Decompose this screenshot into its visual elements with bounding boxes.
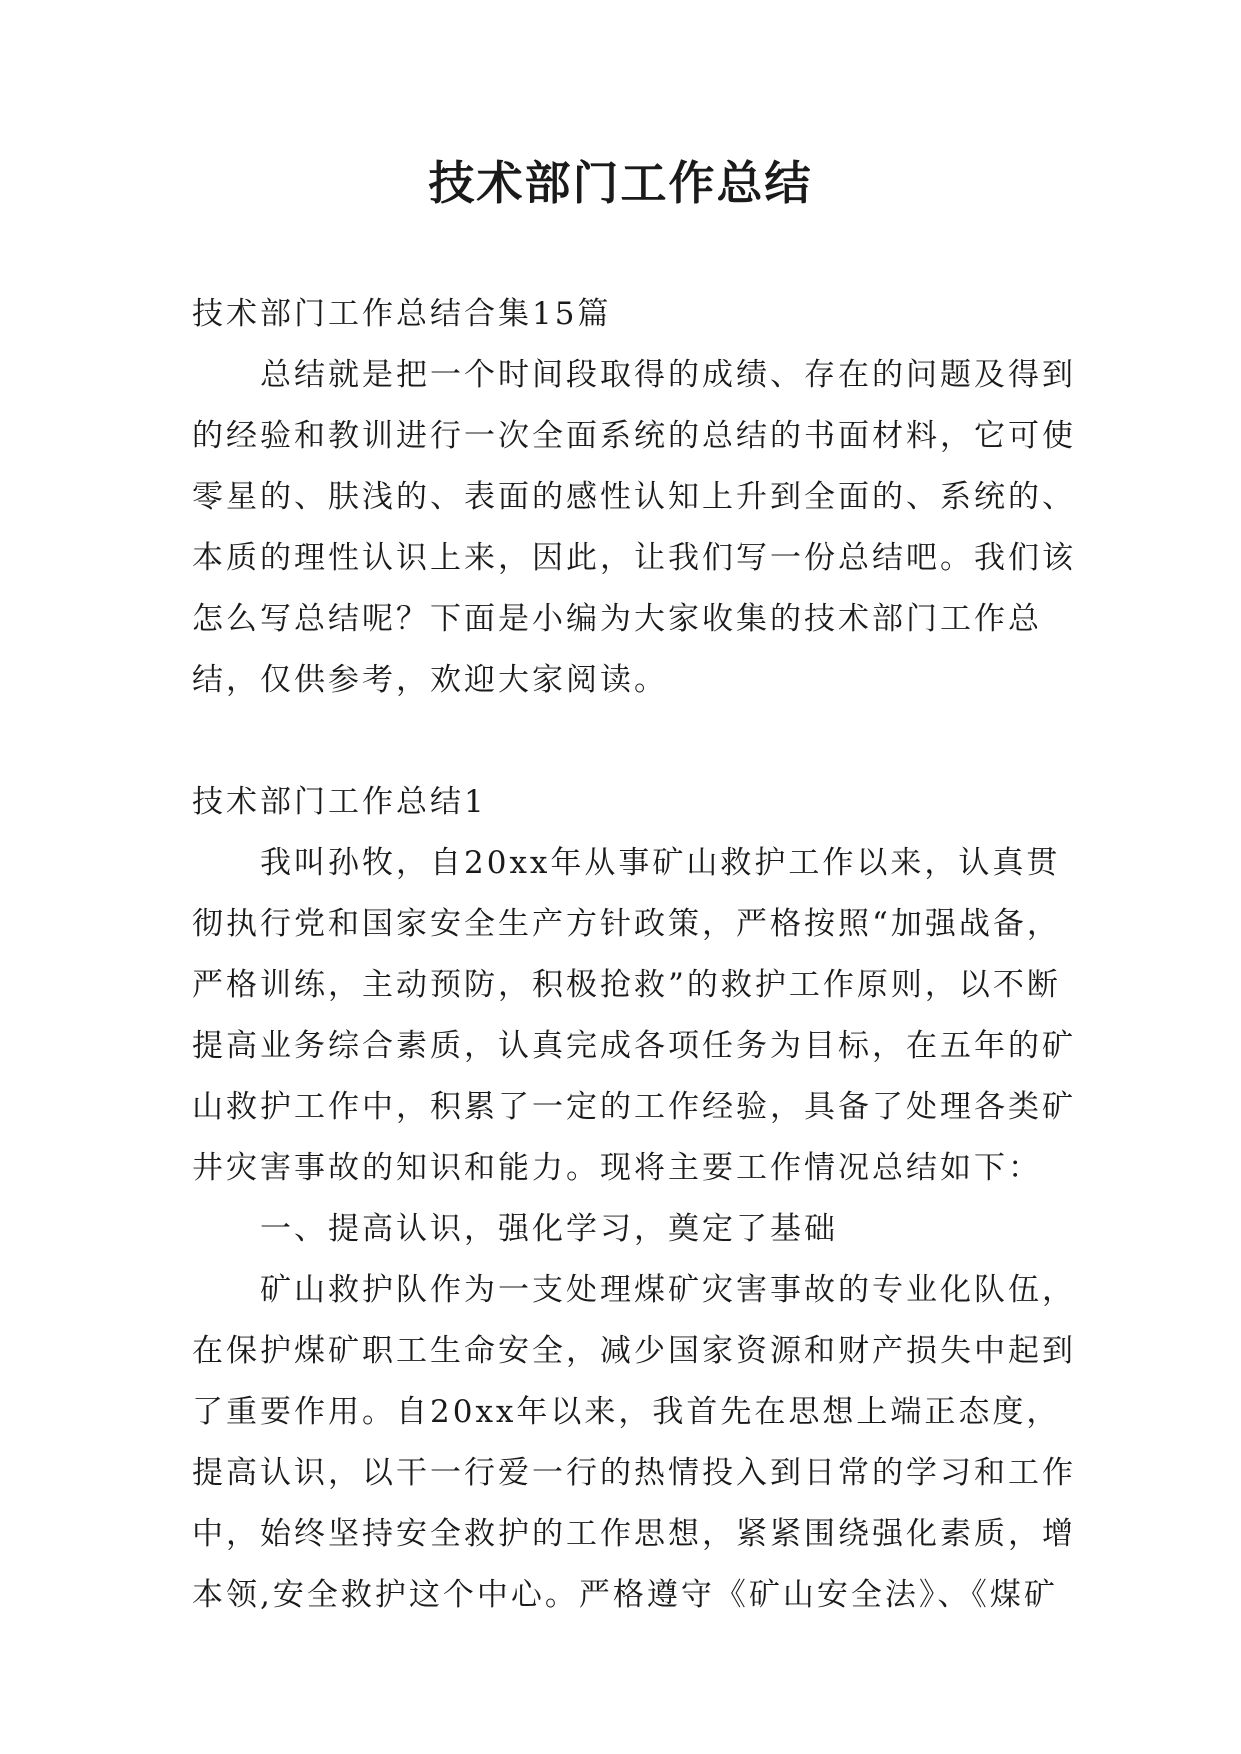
intro-paragraph-line: 的经验和教训进行一次全面系统的总结的书面材料，它可使 [192,418,1076,454]
collection-subtitle: 技术部门工作总结合集15篇 [192,296,612,332]
intro-paragraph-line: 本质的理性认识上来，因此，让我们写一份总结吧。我们该 [192,540,1076,576]
intro-paragraph-line: 总结就是把一个时间段取得的成绩、存在的问题及得到 [260,357,1076,393]
subsection-heading: 一、提高认识，强化学习，奠定了基础 [260,1211,838,1247]
body-paragraph-line: 井灾害事故的知识和能力。现将主要工作情况总结如下： [192,1150,1042,1186]
document-title: 技术部门工作总结 [428,156,813,210]
intro-paragraph-line: 零星的、肤浅的、表面的感性认知上升到全面的、系统的、 [192,479,1076,515]
section-heading: 技术部门工作总结1 [192,784,487,820]
body-paragraph-line: 在保护煤矿职工生命安全，减少国家资源和财产损失中起到 [192,1333,1076,1369]
body-paragraph-line: 我叫孙牧，自20xx年从事矿山救护工作以来，认真贯 [260,845,1061,881]
body-paragraph-line: 矿山救护队作为一支处理煤矿灾害事故的专业化队伍， [260,1272,1076,1308]
body-paragraph-line: 提高业务综合素质，认真完成各项任务为目标，在五年的矿 [192,1028,1076,1064]
section-spacer [192,711,1072,772]
document-body [192,284,1076,1626]
body-paragraph-line: 山救护工作中，积累了一定的工作经验，具备了处理各类矿 [192,1089,1076,1125]
body-paragraph-line: 彻执行党和国家安全生产方针政策，严格按照“加强战备， [192,906,1061,942]
intro-paragraph-line: 结，仅供参考，欢迎大家阅读。 [192,662,668,698]
body-paragraph-line: 严格训练，主动预防，积极抢救”的救护工作原则，以不断 [192,967,1061,1003]
body-paragraph-line: 了重要作用。自20xx年以来，我首先在思想上端正态度， [192,1394,1061,1430]
body-paragraph-line: 本领,安全救护这个中心。严格遵守《矿山安全法》、《煤矿 [192,1577,1058,1613]
body-paragraph-line: 中，始终坚持安全救护的工作思想，紧紧围绕强化素质，增 [192,1516,1076,1552]
body-paragraph-line: 提高认识，以干一行爱一行的热情投入到日常的学习和工作 [192,1455,1076,1491]
intro-paragraph-line: 怎么写总结呢？下面是小编为大家收集的技术部门工作总 [192,601,1042,637]
